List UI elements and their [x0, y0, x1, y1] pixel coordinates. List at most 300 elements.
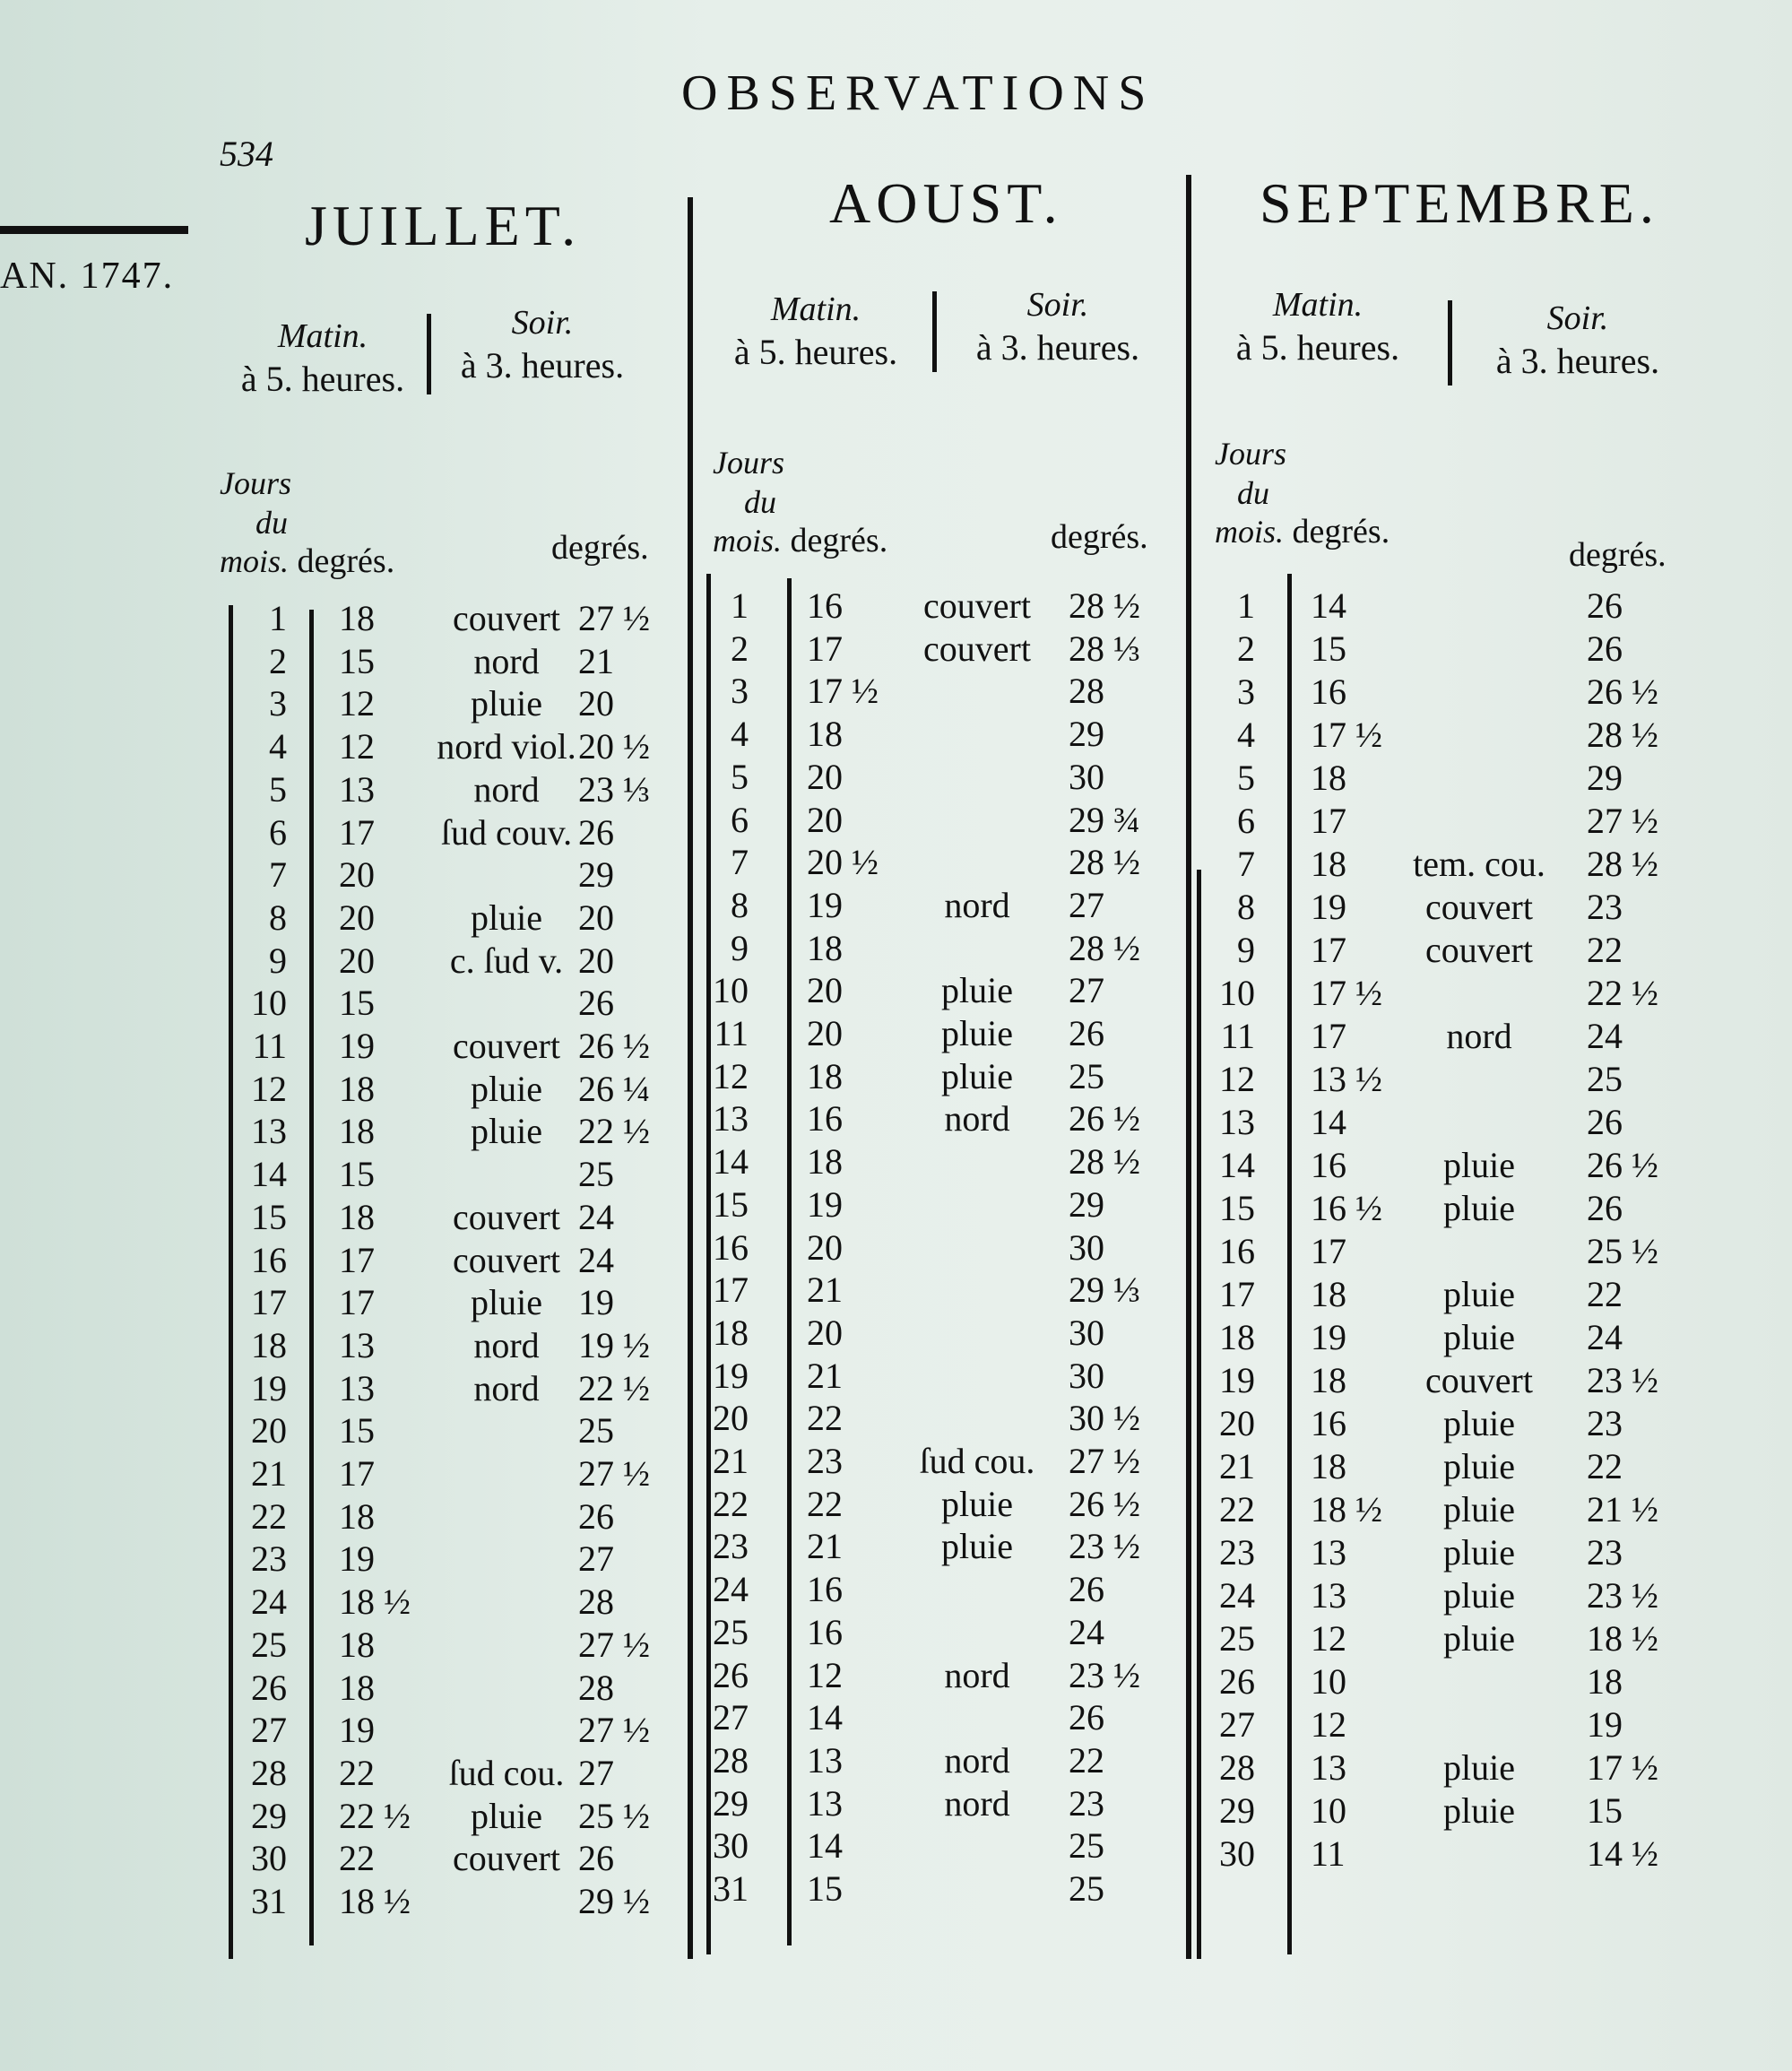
matin-degrees-cell: 16 — [807, 1569, 843, 1610]
day-cell: 12 — [1219, 1059, 1255, 1099]
day-cell: 16 — [713, 1226, 749, 1268]
soir-degrees-cell: 27 — [578, 1752, 614, 1793]
matin-degrees-cell: 22 — [807, 1483, 843, 1524]
day-cell: 3 — [731, 671, 749, 712]
soir-degrees-cell: 27 ½ — [1069, 1441, 1140, 1481]
soir-degrees-cell: 27 ½ — [578, 1624, 650, 1665]
soir-degrees-cell: 26 — [1069, 1013, 1104, 1053]
matin-degrees-cell: 13 — [339, 1324, 375, 1365]
matin-degrees-cell: 16 — [1311, 672, 1346, 712]
matin-degrees-cell: 23 — [807, 1441, 843, 1481]
soir-degrees-cell: 21 — [578, 640, 614, 681]
soir-degrees-cell: 26 — [1069, 1697, 1104, 1738]
soir-degrees-cell: 25 — [578, 1410, 614, 1451]
soir-degrees-cell: 26 — [1587, 628, 1623, 669]
day-cell: 6 — [269, 811, 287, 853]
matin-degrees-cell: 13 ½ — [1311, 1059, 1382, 1099]
weather-note-cell: pluie — [941, 1483, 1013, 1524]
matin-degrees-cell: 14 — [1311, 1102, 1346, 1142]
matin-degrees-cell: 18 — [339, 1196, 375, 1237]
soir-degrees-cell: 22 — [1587, 1274, 1623, 1314]
soir-degrees-cell: 18 — [1587, 1661, 1623, 1702]
matin-degrees-cell: 21 — [807, 1269, 843, 1311]
soir-degrees-cell: 25 ½ — [578, 1795, 650, 1836]
soir-degrees-cell: 27 — [1069, 970, 1104, 1011]
matin-degrees-cell: 15 — [339, 1154, 375, 1195]
matin-degrees-cell: 18 — [1311, 1446, 1346, 1486]
day-cell: 15 — [1219, 1188, 1255, 1228]
matin-degrees-cell: 12 — [1311, 1618, 1346, 1659]
matin-degrees-cell: 15 — [339, 640, 375, 681]
soir-degrees-cell: 27 — [578, 1538, 614, 1580]
day-cell: 24 — [1219, 1575, 1255, 1616]
soir-degrees-cell: 30 — [1069, 1355, 1104, 1396]
soir-degrees-cell: 26 — [1587, 585, 1623, 626]
soir-degrees-cell: 20 — [578, 940, 614, 981]
day-cell: 2 — [731, 628, 749, 669]
day-cell: 22 — [1219, 1489, 1255, 1529]
weather-note-cell: couvert — [1425, 1360, 1533, 1400]
soir-degrees-cell: 24 — [1069, 1611, 1104, 1652]
day-cell: 27 — [1219, 1704, 1255, 1745]
weather-note-cell: ſud couv. — [440, 811, 573, 853]
matin-degrees-cell: 16 — [1311, 1145, 1346, 1185]
matin-degrees-cell: 19 — [339, 1026, 375, 1066]
header-divider — [1448, 300, 1452, 386]
matin-degrees-cell: 16 — [1311, 1403, 1346, 1443]
day-cell: 26 — [713, 1654, 749, 1695]
soir-degrees-cell: 14 ½ — [1587, 1833, 1658, 1874]
matin-degrees-cell: 14 — [807, 1825, 843, 1867]
day-cell: 3 — [1237, 672, 1255, 712]
soir-degrees-cell: 26 ½ — [578, 1026, 650, 1066]
matin-degrees-cell: 15 — [339, 983, 375, 1024]
matin-degrees-cell: 18 ½ — [339, 1881, 411, 1921]
matin-degrees-cell: 19 — [807, 1183, 843, 1225]
day-cell: 9 — [731, 927, 749, 968]
day-cell: 1 — [731, 585, 749, 626]
day-cell: 1 — [1237, 585, 1255, 626]
day-cell: 20 — [251, 1410, 287, 1451]
day-cell: 19 — [251, 1367, 287, 1408]
soir-degrees-cell: 26 — [1069, 1569, 1104, 1610]
table-rule — [1287, 574, 1292, 1954]
matin-degrees-cell: 18 — [1311, 1360, 1346, 1400]
day-cell: 29 — [713, 1782, 749, 1824]
soir-degrees-cell: 28 ½ — [1069, 585, 1140, 626]
matin-degrees-cell: 20 — [807, 1312, 843, 1353]
weather-note-cell: pluie — [1443, 1790, 1515, 1831]
day-cell: 15 — [251, 1196, 287, 1237]
weather-note-cell: pluie — [471, 1111, 542, 1152]
weather-note-cell: couvert — [1425, 930, 1533, 970]
weather-note-cell: pluie — [1443, 1747, 1515, 1788]
table-rule — [787, 578, 792, 1945]
soir-degrees-cell: 22 — [1069, 1739, 1104, 1781]
weather-note-cell: nord — [1446, 1016, 1512, 1056]
juillet-jours-header: Jours du mois. degrés. — [220, 465, 395, 581]
day-cell: 28 — [251, 1752, 287, 1793]
weather-note-cell: pluie — [1443, 1145, 1515, 1185]
weather-note-cell: nord — [944, 1739, 1010, 1781]
day-cell: 22 — [251, 1495, 287, 1537]
matin-label: Matin. — [1272, 286, 1363, 324]
soir-degrees-cell: 25 — [1587, 1059, 1623, 1099]
matin-degrees-cell: 13 — [1311, 1747, 1346, 1788]
soir-degrees-cell: 28 ½ — [1069, 1141, 1140, 1183]
soir-label: Soir. — [1026, 286, 1089, 324]
day-cell: 31 — [713, 1868, 749, 1909]
weather-note-cell: pluie — [1443, 1317, 1515, 1357]
matin-degrees-cell: 12 — [339, 726, 375, 767]
aoust-soir-degres: degrés. — [1051, 518, 1148, 556]
day-cell: 17 — [1219, 1274, 1255, 1314]
day-cell: 10 — [1219, 973, 1255, 1013]
day-cell: 19 — [713, 1355, 749, 1396]
day-cell: 22 — [713, 1483, 749, 1524]
weather-note-cell: couvert — [453, 1196, 560, 1237]
soir-degrees-cell: 29 ⅓ — [1069, 1269, 1140, 1311]
matin-degrees-cell: 17 ½ — [807, 671, 879, 712]
soir-degrees-cell: 26 — [578, 983, 614, 1024]
day-cell: 14 — [1219, 1145, 1255, 1185]
day-cell: 21 — [1219, 1446, 1255, 1486]
day-cell: 23 — [713, 1526, 749, 1567]
soir-degrees-cell: 30 ½ — [1069, 1398, 1140, 1439]
matin-degrees-cell: 14 — [1311, 585, 1346, 626]
juillet-soir-degres: degrés. — [551, 529, 649, 567]
matin-degrees-cell: 20 — [807, 1013, 843, 1053]
soir-degrees-cell: 24 — [1587, 1317, 1623, 1357]
weather-note-cell: couvert — [453, 1239, 560, 1280]
weather-note-cell: c. ſud v. — [449, 940, 564, 981]
soir-degrees-cell: 22 — [1587, 930, 1623, 970]
weather-note-cell: couvert — [1425, 887, 1533, 927]
soir-degrees-cell: 29 — [1069, 1183, 1104, 1225]
day-cell: 8 — [269, 897, 287, 938]
matin-degrees-cell: 18 — [807, 714, 843, 755]
matin-degrees-cell: 13 — [339, 768, 375, 810]
matin-degrees-cell: 18 — [1311, 844, 1346, 884]
matin-degrees-cell: 17 — [339, 1282, 375, 1323]
day-cell: 10 — [251, 983, 287, 1024]
soir-degrees-cell: 28 ½ — [1069, 927, 1140, 968]
soir-time: à 3. heures. — [975, 326, 1140, 368]
matin-label: Matin. — [770, 290, 861, 328]
matin-degrees-cell: 18 — [339, 1624, 375, 1665]
matin-degrees-cell: 13 — [807, 1782, 843, 1824]
matin-degrees-cell: 17 — [807, 628, 843, 669]
soir-degrees-cell: 24 — [578, 1196, 614, 1237]
day-cell: 5 — [731, 756, 749, 797]
weather-note-cell: pluie — [471, 1282, 542, 1323]
weather-note-cell: ſud cou. — [919, 1441, 1035, 1481]
matin-degrees-cell: 17 — [339, 1239, 375, 1280]
matin-degrees-cell: 21 — [807, 1355, 843, 1396]
day-cell: 8 — [1237, 887, 1255, 927]
matin-degrees-cell: 20 — [807, 756, 843, 797]
soir-degrees-cell: 26 — [578, 1838, 614, 1879]
year-rule — [0, 226, 188, 234]
matin-degrees-cell: 17 — [339, 1453, 375, 1494]
day-cell: 26 — [251, 1667, 287, 1708]
matin-degrees-cell: 19 — [1311, 1317, 1346, 1357]
weather-note-cell: pluie — [471, 683, 542, 724]
matin-degrees-cell: 16 — [807, 1611, 843, 1652]
matin-degrees-cell: 22 ½ — [339, 1795, 411, 1836]
running-title: OBSERVATIONS — [681, 65, 1156, 121]
day-cell: 29 — [1219, 1790, 1255, 1831]
weather-note-cell: pluie — [941, 1526, 1013, 1567]
day-cell: 8 — [731, 884, 749, 925]
day-cell: 6 — [1237, 801, 1255, 841]
soir-degrees-cell: 15 — [1587, 1790, 1623, 1831]
day-cell: 12 — [251, 1068, 287, 1109]
matin-degrees-cell: 22 — [807, 1398, 843, 1439]
juillet-soir-header — [444, 300, 641, 387]
day-cell: 5 — [269, 768, 287, 810]
matin-degrees-cell: 19 — [1311, 887, 1346, 927]
soir-degrees-cell: 25 — [1069, 1868, 1104, 1909]
day-cell: 23 — [1219, 1532, 1255, 1573]
soir-label: Soir. — [1546, 299, 1609, 337]
month-title-aoust: AOUST. — [829, 171, 1063, 235]
header-divider — [427, 314, 431, 394]
matin-degrees-cell: 14 — [807, 1697, 843, 1738]
soir-degrees-cell: 25 ½ — [1587, 1231, 1658, 1271]
matin-degrees-cell: 18 — [807, 1055, 843, 1096]
day-cell: 30 — [251, 1838, 287, 1879]
day-cell: 27 — [251, 1710, 287, 1751]
weather-note-cell: couvert — [453, 1026, 560, 1066]
matin-degrees-cell: 18 ½ — [1311, 1489, 1382, 1529]
day-cell: 21 — [713, 1441, 749, 1481]
year-label: AN. 1747. — [0, 256, 175, 297]
soir-degrees-cell: 18 ½ — [1587, 1618, 1658, 1659]
day-cell: 29 — [251, 1795, 287, 1836]
soir-degrees-cell: 17 ½ — [1587, 1747, 1658, 1788]
septembre-jours-header: Jours du mois. degrés. — [1215, 436, 1390, 551]
soir-degrees-cell: 23 ⅓ — [578, 768, 650, 810]
matin-degrees-cell: 17 — [1311, 801, 1346, 841]
matin-degrees-cell: 18 — [339, 1667, 375, 1708]
soir-degrees-cell: 27 ½ — [578, 1710, 650, 1751]
day-cell: 2 — [269, 640, 287, 681]
matin-degrees-cell: 13 — [1311, 1575, 1346, 1616]
day-cell: 14 — [251, 1154, 287, 1195]
soir-degrees-cell: 28 — [1069, 671, 1104, 712]
aoust-matin-header — [717, 287, 914, 374]
matin-degrees-cell: 11 — [1311, 1833, 1346, 1874]
matin-degrees-cell: 12 — [1311, 1704, 1346, 1745]
day-cell: 28 — [1219, 1747, 1255, 1788]
day-cell: 11 — [252, 1026, 287, 1066]
day-cell: 7 — [269, 854, 287, 896]
day-cell: 9 — [1237, 930, 1255, 970]
soir-degrees-cell: 27 — [1069, 884, 1104, 925]
matin-degrees-cell: 20 — [807, 799, 843, 840]
day-cell: 1 — [269, 598, 287, 638]
matin-degrees-cell: 13 — [1311, 1532, 1346, 1573]
day-cell: 18 — [1219, 1317, 1255, 1357]
weather-note-cell: nord — [944, 884, 1010, 925]
soir-degrees-cell: 30 — [1069, 756, 1104, 797]
matin-degrees-cell: 18 — [339, 1068, 375, 1109]
soir-time: à 3. heures. — [1495, 340, 1660, 381]
matin-degrees-cell: 17 — [1311, 1231, 1346, 1271]
soir-time: à 3. heures. — [460, 344, 625, 386]
soir-degrees-cell: 23 — [1587, 887, 1623, 927]
soir-label: Soir. — [511, 304, 574, 342]
soir-degrees-cell: 23 ½ — [1587, 1575, 1658, 1616]
weather-note-cell: nord — [473, 1324, 540, 1365]
soir-degrees-cell: 28 — [578, 1581, 614, 1623]
day-cell: 7 — [1237, 844, 1255, 884]
matin-degrees-cell: 20 ½ — [807, 842, 879, 883]
day-cell: 27 — [713, 1697, 749, 1738]
soir-degrees-cell: 29 ¾ — [1069, 799, 1140, 840]
soir-degrees-cell: 29 — [578, 854, 614, 896]
month-separator — [1186, 175, 1191, 1959]
weather-note-cell: pluie — [471, 1068, 542, 1109]
soir-degrees-cell: 23 ½ — [1069, 1654, 1140, 1695]
matin-degrees-cell: 15 — [339, 1410, 375, 1451]
soir-degrees-cell: 23 — [1587, 1532, 1623, 1573]
weather-note-cell: pluie — [1443, 1274, 1515, 1314]
weather-note-cell: nord — [944, 1654, 1010, 1695]
soir-degrees-cell: 28 ½ — [1069, 842, 1140, 883]
matin-degrees-cell: 17 ½ — [1311, 973, 1382, 1013]
day-cell: 25 — [1219, 1618, 1255, 1659]
soir-degrees-cell: 27 ½ — [1587, 801, 1658, 841]
soir-degrees-cell: 28 ½ — [1587, 715, 1658, 755]
day-cell: 30 — [713, 1825, 749, 1867]
header-divider — [932, 291, 937, 372]
soir-degrees-cell: 25 — [578, 1154, 614, 1195]
weather-note-cell: pluie — [941, 1013, 1013, 1053]
soir-degrees-cell: 22 — [1587, 1446, 1623, 1486]
day-cell: 9 — [269, 940, 287, 981]
matin-degrees-cell: 13 — [339, 1367, 375, 1408]
day-cell: 16 — [1219, 1231, 1255, 1271]
matin-degrees-cell: 12 — [339, 683, 375, 724]
soir-degrees-cell: 20 — [578, 897, 614, 938]
weather-note-cell: pluie — [1443, 1188, 1515, 1228]
weather-note-cell: pluie — [471, 1795, 542, 1836]
soir-degrees-cell: 24 — [578, 1239, 614, 1280]
soir-degrees-cell: 22 ½ — [1587, 973, 1658, 1013]
weather-note-cell: pluie — [1443, 1618, 1515, 1659]
day-cell: 5 — [1237, 758, 1255, 798]
matin-degrees-cell: 20 — [339, 940, 375, 981]
soir-degrees-cell: 30 — [1069, 1312, 1104, 1353]
day-cell: 13 — [251, 1111, 287, 1152]
matin-time: à 5. heures. — [733, 331, 898, 372]
matin-degrees-cell: 20 — [339, 897, 375, 938]
soir-degrees-cell: 28 — [578, 1667, 614, 1708]
day-cell: 24 — [251, 1581, 287, 1623]
matin-degrees-cell: 15 — [1311, 628, 1346, 669]
soir-degrees-cell: 29 — [1587, 758, 1623, 798]
day-cell: 20 — [713, 1398, 749, 1439]
weather-note-cell: pluie — [1443, 1489, 1515, 1529]
day-cell: 20 — [1219, 1403, 1255, 1443]
day-cell: 23 — [251, 1538, 287, 1580]
day-cell: 18 — [251, 1324, 287, 1365]
juillet-matin-header — [229, 314, 417, 401]
day-cell: 11 — [1220, 1016, 1255, 1056]
day-cell: 11 — [714, 1013, 749, 1053]
day-cell: 30 — [1219, 1833, 1255, 1874]
matin-degrees-cell: 20 — [807, 1226, 843, 1268]
weather-note-cell: couvert — [453, 1838, 560, 1879]
matin-degrees-cell: 16 — [807, 585, 843, 626]
aoust-soir-header — [955, 282, 1161, 369]
day-cell: 28 — [713, 1739, 749, 1781]
day-cell: 13 — [1219, 1102, 1255, 1142]
weather-note-cell: nord viol. — [437, 726, 576, 767]
matin-degrees-cell: 18 — [1311, 1274, 1346, 1314]
weather-note-cell: ſud cou. — [448, 1752, 565, 1793]
soir-degrees-cell: 23 ½ — [1069, 1526, 1140, 1567]
day-cell: 4 — [269, 726, 287, 767]
soir-degrees-cell: 23 — [1069, 1782, 1104, 1824]
day-cell: 2 — [1237, 628, 1255, 669]
soir-degrees-cell: 26 ½ — [1587, 672, 1658, 712]
matin-degrees-cell: 12 — [807, 1654, 843, 1695]
soir-degrees-cell: 23 — [1587, 1403, 1623, 1443]
matin-degrees-cell: 15 — [807, 1868, 843, 1909]
matin-degrees-cell: 16 ½ — [1311, 1188, 1382, 1228]
matin-degrees-cell: 20 — [807, 970, 843, 1011]
soir-degrees-cell: 26 — [1587, 1102, 1623, 1142]
day-cell: 10 — [713, 970, 749, 1011]
soir-degrees-cell: 21 ½ — [1587, 1489, 1658, 1529]
matin-degrees-cell: 17 — [339, 811, 375, 853]
soir-degrees-cell: 29 — [1069, 714, 1104, 755]
septembre-soir-degres: degrés. — [1569, 536, 1666, 574]
matin-degrees-cell: 10 — [1311, 1790, 1346, 1831]
matin-degrees-cell: 18 — [339, 598, 375, 638]
day-cell: 3 — [269, 683, 287, 724]
day-cell: 31 — [251, 1881, 287, 1921]
matin-degrees-cell: 22 — [339, 1752, 375, 1793]
weather-note-cell: nord — [944, 1782, 1010, 1824]
septembre-soir-header — [1470, 296, 1685, 383]
soir-degrees-cell: 26 — [1587, 1188, 1623, 1228]
day-cell: 14 — [713, 1141, 749, 1183]
matin-degrees-cell: 19 — [339, 1710, 375, 1751]
day-cell: 4 — [731, 714, 749, 755]
soir-degrees-cell: 27 ½ — [578, 1453, 650, 1494]
weather-note-cell: couvert — [453, 598, 560, 638]
soir-degrees-cell: 26 — [578, 811, 614, 853]
day-cell: 26 — [1219, 1661, 1255, 1702]
weather-note-cell: nord — [473, 1367, 540, 1408]
day-cell: 19 — [1219, 1360, 1255, 1400]
soir-degrees-cell: 28 ½ — [1587, 844, 1658, 884]
matin-degrees-cell: 20 — [339, 854, 375, 896]
soir-degrees-cell: 20 ½ — [578, 726, 650, 767]
soir-degrees-cell: 28 ⅓ — [1069, 628, 1140, 669]
soir-degrees-cell: 24 — [1587, 1016, 1623, 1056]
matin-time: à 5. heures. — [1235, 326, 1400, 368]
soir-degrees-cell: 30 — [1069, 1226, 1104, 1268]
soir-degrees-cell: 29 ½ — [578, 1881, 650, 1921]
soir-degrees-cell: 22 ½ — [578, 1367, 650, 1408]
soir-degrees-cell: 26 ½ — [1069, 1483, 1140, 1524]
day-cell: 25 — [713, 1611, 749, 1652]
